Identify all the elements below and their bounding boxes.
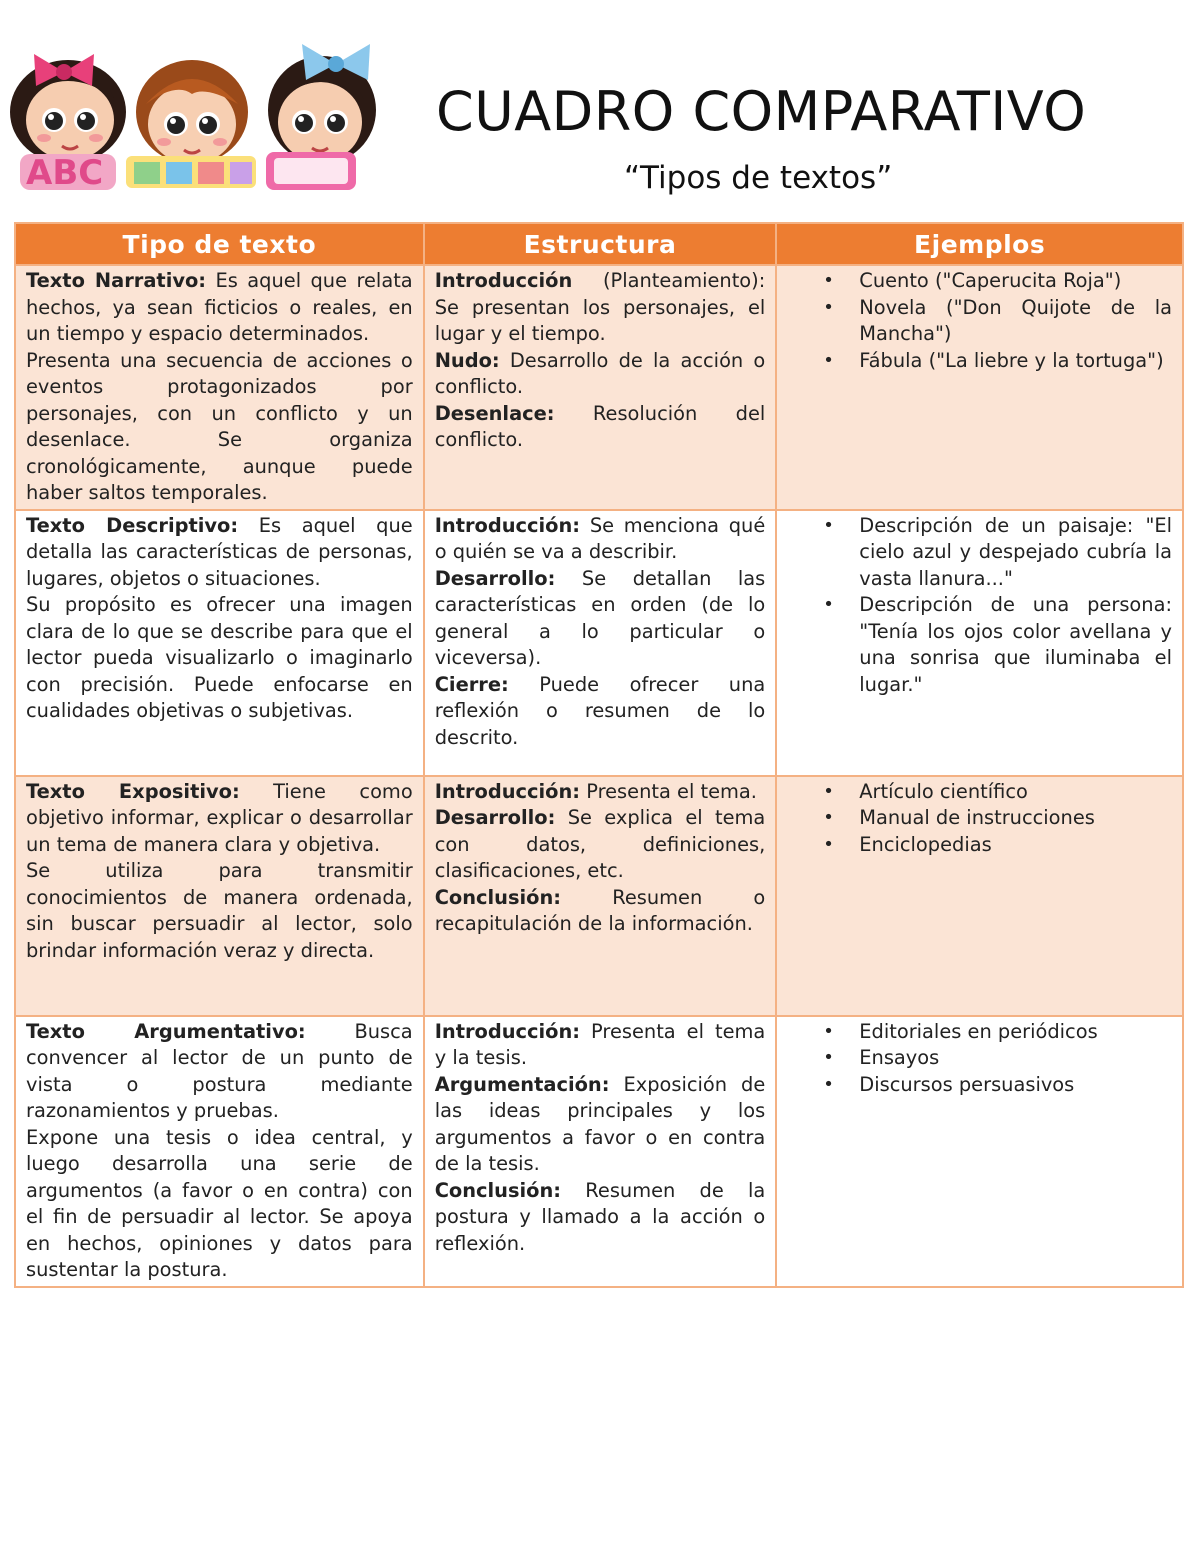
tipo-label: Texto Narrativo: <box>26 269 207 292</box>
tipo-label: Texto Argumentativo: <box>26 1019 306 1043</box>
tipo-detail: Su propósito es ofrecer una imagen clara de lo que se describe para que el lector pueda visualizarlo o imaginarlo con precisión. Puede enfocarse en cualidades objetivas o subjetivas. <box>26 593 413 722</box>
estructura-label: Conclusión: <box>434 1178 562 1202</box>
estructura-label: Introducción <box>434 269 573 292</box>
tipo-detail: Expone una tesis o idea central, y luego desarrolla una serie de argumentos (a favor o en contra) con el fin de persuadir al lector. Se apoya en hechos, opiniones y datos para sustentar la postura. <box>26 1125 413 1281</box>
tipo-cell <box>15 265 424 510</box>
tipo-cell <box>15 776 424 1016</box>
table-row <box>15 510 1183 776</box>
tipo-definition: Es aquel que detalla las características de personas, lugares, objetos o situaciones. <box>26 513 413 590</box>
table-row <box>15 265 1183 510</box>
column-header-ejemplos: Ejemplos <box>776 223 1183 265</box>
tipo-label: Texto Expositivo: <box>26 779 240 803</box>
page-title: CUADRO COMPARATIVO <box>436 80 1087 143</box>
tipo-definition: Busca convencer al lector de un punto de vista o postura mediante razonamientos y pruebas. <box>26 1019 413 1122</box>
estructura-text: Se explica el tema con datos, definiciones, clasificaciones, etc. <box>434 806 766 882</box>
girl-left-figure <box>10 54 126 164</box>
column-header-tipo: Tipo de texto <box>15 223 424 265</box>
ejemplo-item: • Artículo científico <box>859 779 1172 806</box>
estructura-text: Resumen de la postura y llamado a la acción o reflexión. <box>434 1178 766 1255</box>
estructura-text: Resolución del conflicto. <box>434 401 766 451</box>
ejemplos-cell <box>776 265 1183 510</box>
comparison-table <box>14 222 1184 1288</box>
tipo-label: Texto Descriptivo: <box>26 513 239 537</box>
tipo-detail: Se utiliza para transmitir conocimientos de manera ordenada, sin buscar persuadir al lector, solo brindar información veraz y directa. <box>26 859 413 962</box>
estructura-text: Presenta el tema. <box>580 779 757 803</box>
girl-right-figure <box>268 44 376 164</box>
estructura-label: Conclusión: <box>434 885 562 909</box>
estructura-cell <box>424 1016 777 1287</box>
ejemplo-item: • Descripción de un paisaje: "El cielo azul y despejado cubría la vasta llanura..." <box>859 513 1172 593</box>
estructura-cell <box>424 776 777 1016</box>
estructura-text: Desarrollo de la acción o conflicto. <box>434 348 766 398</box>
ejemplo-item: • Cuento ("Caperucita Roja") <box>859 268 1172 295</box>
svg-text:ABC: ABC <box>26 153 104 192</box>
estructura-label: Cierre: <box>434 672 509 696</box>
ejemplo-item: • Enciclopedias <box>859 832 1172 859</box>
estructura-label: Nudo: <box>434 348 500 372</box>
tipo-definition: Es aquel que relata hechos, ya sean ficticios o reales, en un tiempo y espacio determinados. <box>26 269 413 345</box>
column-header-estructura: Estructura <box>424 223 777 265</box>
page-subtitle: “Tipos de textos” <box>624 160 893 196</box>
estructura-label: Introducción: <box>434 513 581 537</box>
tipo-cell <box>15 510 424 776</box>
ejemplos-cell <box>776 1016 1183 1287</box>
estructura-cell <box>424 265 777 510</box>
estructura-label: Introducción: <box>434 1019 581 1043</box>
ejemplo-item: • Fábula ("La liebre y la tortuga") <box>859 348 1172 375</box>
estructura-cell <box>424 510 777 776</box>
estructura-label: Desenlace: <box>434 401 555 425</box>
boy-middle-figure <box>136 60 248 164</box>
ejemplo-item: • Descripción de una persona: "Tenía los ojos color avellana y una sonrisa que iluminaba el lugar." <box>859 592 1172 698</box>
estructura-label: Desarrollo: <box>434 806 556 829</box>
estructura-text: (Planteamiento): Se presentan los personajes, el lugar y el tiempo. <box>434 269 766 345</box>
estructura-text: Resumen o recapitulación de la información. <box>434 885 766 935</box>
ejemplo-item: • Novela ("Don Quijote de la Mancha") <box>859 295 1172 348</box>
tipo-cell <box>15 1016 424 1287</box>
ejemplos-cell <box>776 776 1183 1016</box>
table-header-row <box>15 223 1183 265</box>
abc-letters <box>20 152 356 192</box>
estructura-text: Presenta el tema y la tesis. <box>434 1019 766 1069</box>
tipo-definition: Tiene como objetivo informar, explicar o desarrollar un tema de manera clara y objetiva. <box>26 779 413 856</box>
estructura-text: Se detallan las características en orden (de lo general a lo particular o viceversa). <box>434 566 766 669</box>
estructura-text: Se menciona qué o quién se va a describir. <box>434 513 766 563</box>
ejemplo-item: • Discursos persuasivos <box>859 1072 1172 1099</box>
estructura-text: Puede ofrecer una reflexión o resumen de lo descrito. <box>434 672 766 749</box>
estructura-label: Argumentación: <box>434 1072 610 1096</box>
table-row <box>15 1016 1183 1287</box>
estructura-text: Exposición de las ideas principales y los argumentos a favor o en contra de la tesis. <box>434 1072 766 1175</box>
kids-abc-illustration <box>6 34 380 192</box>
ejemplo-item: • Ensayos <box>859 1045 1172 1072</box>
ejemplos-cell <box>776 510 1183 776</box>
estructura-label: Introducción: <box>434 779 581 803</box>
ejemplo-item: • Editoriales en periódicos <box>859 1019 1172 1046</box>
tipo-detail: Presenta una secuencia de acciones o eventos protagonizados por personajes, con un conflicto y un desenlace. Se organiza cronológicamente, aunque puede haber saltos temporales. <box>26 348 413 504</box>
table-row <box>15 776 1183 1016</box>
estructura-label: Desarrollo: <box>434 566 556 590</box>
ejemplo-item: • Manual de instrucciones <box>859 805 1172 832</box>
